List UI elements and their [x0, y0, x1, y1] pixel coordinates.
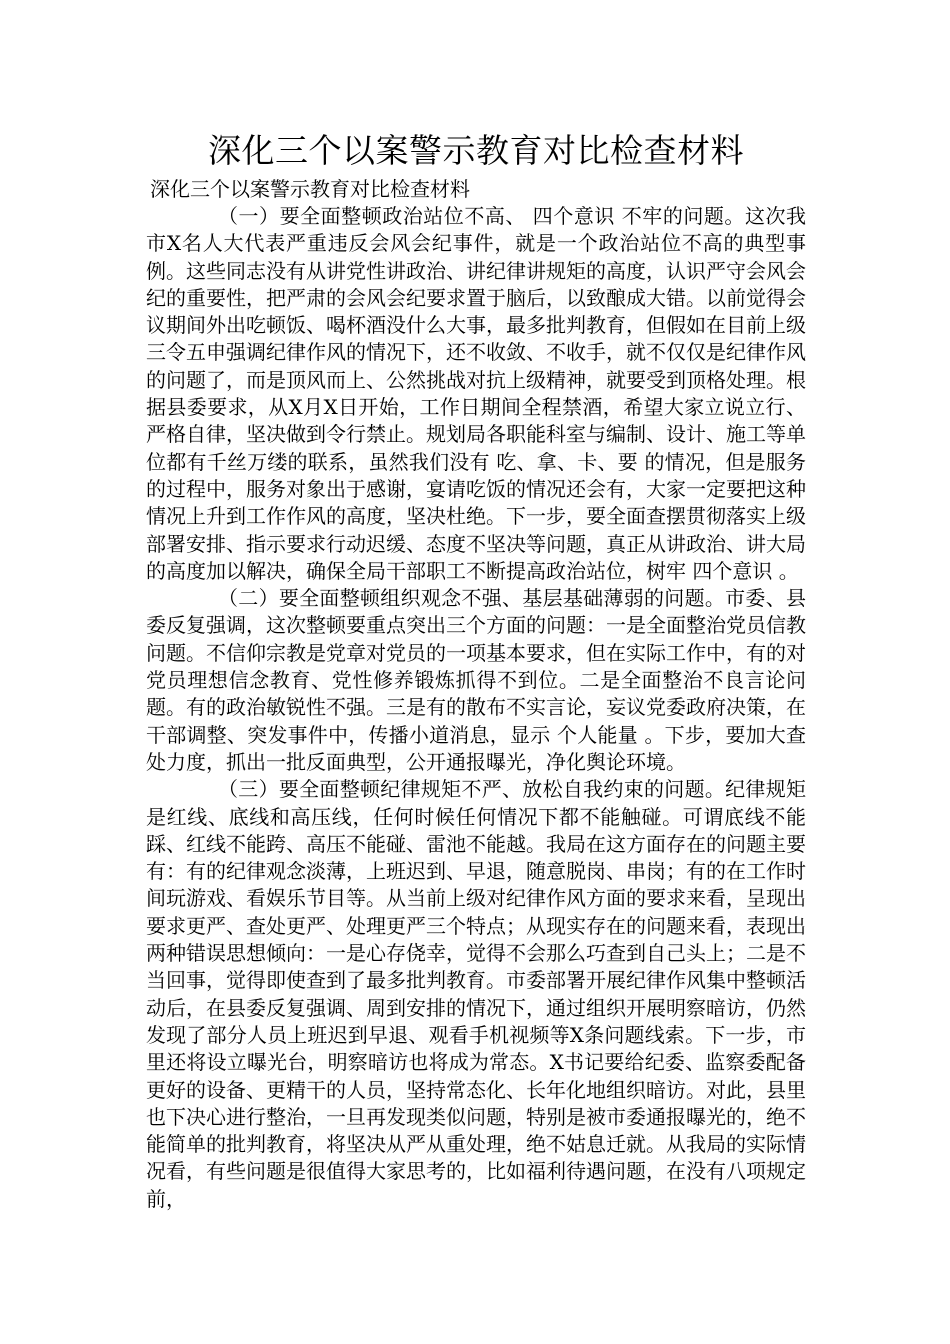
document-title: 深化三个以案警示教育对比检查材料	[208, 131, 744, 170]
paragraph-3: （三）要全面整顿纪律规矩不严、放松自我约束的问题。纪律规矩是红线、底线和高压线，任何时候任何情况下都不能触碰。可谓底线不能踩、红线不能跨、高压不能碰、雷池不能越。我局在这方面存在的问题主要有：有的纪律观念淡薄，上班迟到、早退，随意脱岗、串岗；有的在工作时间玩游戏、看娱乐节目等。从当前上级对纪律作风方面的要求来看，呈现出要求更严、查处更严、处理更严三个特点；从现实存在的问题来看，表现出两种错误思想倾向：一是心存侥幸，觉得不会那么巧查到自己头上；二是不当回事，觉得即使查到了最多批判教育。市委部署开展纪律作风集中整顿活动后，在县委反复强调、周到安排的情况下，通过组织开展明察暗访，仍然发现了部分人员上班迟到早退、观看手机视频等X条问题线索。下一步，市里还将设立曝光台，明察暗访也将成为常态。X书记要给纪委、监察委配备更好的设备、更精干的人员，坚持常态化、长年化地组织暗访。对此，县里也下决心进行整治，一旦再发现类似问题，特别是被市委通报曝光的，绝不能简单的批判教育，将坚决从严从重处理，绝不姑息迁就。从我局的实际情况看，有些问题是很值得大家思考的，比如福利待遇问题，在没有八项规定前，	[146, 777, 806, 1211]
document-subtitle: 深化三个以案警示教育对比检查材料	[150, 177, 470, 201]
paragraph-2: （二）要全面整顿组织观念不强、基层基础薄弱的问题。市委、县委反复强调，这次整顿要重点突出三个方面的问题：一是全面整治党员信教问题。不信仰宗教是党章对党员的一项基本要求，但在实际工作中，有的对党员理想信念教育、党性修养锻炼抓得不到位。二是全面整治不良言论问题。有的政治敏锐性不强。三是有的散布不实言论，妄议党委政府决策，在干部调整、突发事件中，传播小道消息，显示 个人能量 。下步，要加大查处力度，抓出一批反面典型，公开通报曝光，净化舆论环境。	[146, 586, 806, 774]
document-page	[146, 126, 806, 1213]
paragraph-1: （一）要全面整顿政治站位不高、 四个意识 不牢的问题。这次我市X名人大代表严重违反会风会纪事件，就是一个政治站位不高的典型事例。这些同志没有从讲党性讲政治、讲纪律讲规矩的高度，认识严守会风会纪的重要性，把严肃的会风会纪要求置于脑后，以致酿成大错。以前觉得会议期间外出吃顿饭、喝杯酒没什么大事，最多批判教育，但假如在目前上级三令五申强调纪律作风的情况下，还不收敛、不收手，就不仅仅是纪律作风的问题了，而是顶风而上、公然挑战对抗上级精神，就要受到顶格处理。根据县委要求，从X月X日开始，工作日期间全程禁酒，希望大家立说立行、严格自律，坚决做到令行禁止。规划局各职能科室与编制、设计、施工等单位都有千丝万缕的联系，虽然我们没有 吃、拿、卡、要 的情况，但是服务的过程中，服务对象出于感谢，宴请吃饭的情况还会有，大家一定要把这种情况上升到工作作风的高度，坚决杜绝。下一步，要全面查摆贯彻落实上级部署安排、指示要求行动迟缓、态度不坚决等问题，真正从讲政治、讲大局的高度加以解决，确保全局干部职工不断提高政治站位，树牢 四个意识 。	[146, 204, 806, 583]
